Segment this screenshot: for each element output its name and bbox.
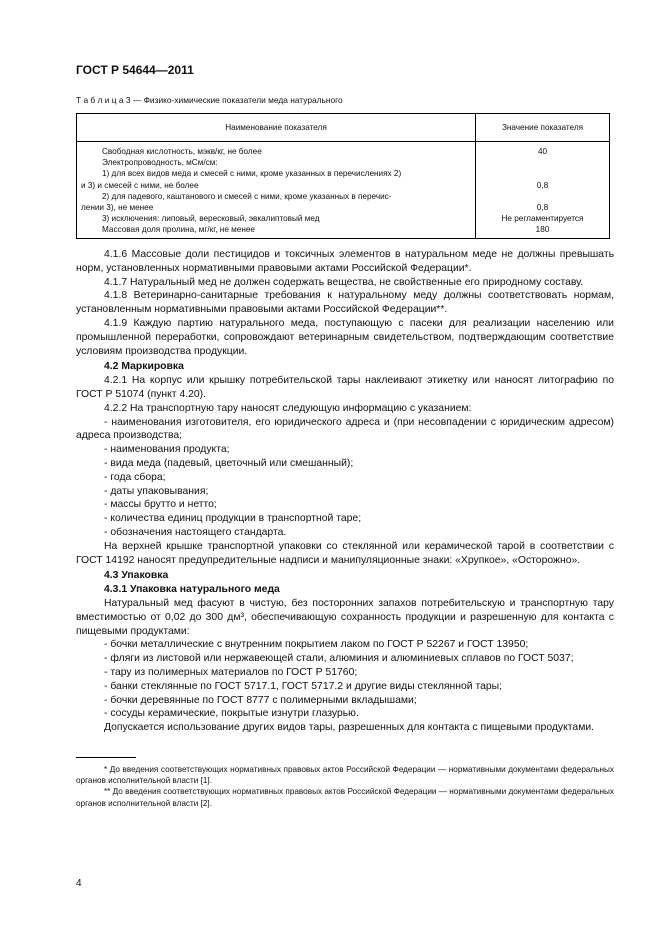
col-header-name: Наименование показателя	[77, 114, 476, 142]
table-row	[77, 213, 610, 224]
row-value: 180	[476, 224, 610, 238]
row-value: 0,8	[476, 168, 610, 190]
row-name: Массовая доля пролина, мг/кг, не менее	[102, 225, 255, 235]
footnote-2: ** До введения соответствующих нормативных правовых актов Российской Федерации — нормативными документами федеральных органов исполнительной власти [2].	[76, 787, 614, 808]
list-item: - года сбора;	[104, 471, 166, 483]
paragraph-4-2-1: 4.2.1 На корпус или крышку потребительской тары наклеивают этикетку или наносят литографию по ГОСТ Р 51074 (пункт 4.20).	[76, 375, 614, 400]
paragraph-4-1-8: 4.1.8 Ветеринарно-санитарные требования к натуральному меду должны соответствовать нормам, установленным нормативными правовыми актами Российской Федерации**.	[76, 290, 614, 316]
list-item: - банки стеклянные по ГОСТ 5717.1, ГОСТ 5717.2 и другие виды стеклянной тары;	[104, 680, 503, 692]
list-item: - бочки деревянные по ГОСТ 8777 с полимерными вкладышами;	[104, 694, 417, 706]
section-heading-4-3: 4.3 Упаковка	[104, 570, 169, 582]
footnotes	[76, 764, 614, 809]
paragraph-4-3-1: Натуральный мед фасуют в чистую, без посторонних запахов потребительскую и транспортную тару вместимостью от 0,02 до 300 дм³, обеспечивающую сохранность продукции и разрешенную для контакта с пищевыми продуктами:	[76, 597, 614, 637]
row-name: 3) исключения: липовый, вересковый, эвкалиптовый мед	[102, 214, 320, 224]
list-item: - количества единиц продукции в транспортной таре;	[104, 513, 362, 525]
paragraph-4-2-2: 4.2.2 На транспортную тару наносят следующую информацию с указанием:	[104, 402, 472, 414]
table-row	[77, 157, 610, 168]
list-item: - бочки металлические с внутренним покрытием лаком по ГОСТ Р 52267 и ГОСТ 13950;	[104, 639, 529, 651]
table-row	[77, 142, 610, 158]
list-item: - наименования изготовителя, его юридического адреса и (при несовпадении с юридическим адресом) адреса производства;	[76, 416, 614, 442]
row-value: 0,8	[476, 191, 610, 213]
row-value: Не регламентируется	[476, 213, 610, 224]
paragraph-4-2-2-note: На верхней крышке транспортной упаковки со стеклянной или керамической тарой в соответствии с ГОСТ 14192 наносят предупредительные надписи и манипуляционные знаки: «Хрупкое», «Осторожно».	[76, 540, 614, 566]
list-item: - обозначения настоящего стандарта.	[104, 526, 287, 538]
footnote-divider	[76, 757, 136, 758]
paragraph-4-1-6: 4.1.6 Массовые доли пестицидов и токсичных элементов в натуральном меде не должны превышать норм, установленных нормативными правовыми актами Российской Федерации*.	[76, 249, 614, 274]
section-heading-4-2: 4.2 Маркировка	[104, 361, 184, 373]
list-item: - наименования продукта;	[104, 444, 230, 456]
paragraph-4-3-1-note: Допускается использование других видов тары, разрешенных для контакта с пищевыми продуктами.	[104, 722, 595, 734]
physchem-table	[76, 113, 610, 239]
list-item: - сосуды керамические, покрытые изнутри глазурью.	[104, 708, 359, 720]
row-value	[476, 157, 610, 168]
list-item: - массы брутто и нетто;	[104, 499, 217, 511]
table-row	[77, 191, 610, 213]
table-row	[77, 168, 610, 190]
subsection-heading-4-3-1: 4.3.1 Упаковка натурального меда	[104, 584, 280, 596]
row-name-line1: 2) для падевого, каштанового и смесей с ними, кроме указанных в перечис-	[102, 191, 392, 201]
row-name: Электропроводность, мСм/см:	[102, 158, 218, 168]
list-item: - тару из полимерных материалов по ГОСТ Р 51760;	[104, 666, 358, 678]
row-name-line2: и 3) и смесей с ними, не более	[81, 180, 199, 190]
document-header: ГОСТ Р 54644—2011	[76, 63, 194, 77]
row-name-line2: лении 3), не менее	[81, 202, 154, 212]
row-name: Свободная кислотность, мэкв/кг, не более	[102, 147, 262, 156]
footnote-1: * До введения соответствующих нормативных правовых актов Российской Федерации — нормативными документами федеральных органов исполнительной власти [1].	[76, 765, 614, 786]
row-name-line1: 1) для всех видов меда и смесей с ними, кроме указанных в перечислениях 2)	[102, 169, 402, 179]
page-number: 4	[76, 878, 82, 889]
table-row	[77, 224, 610, 238]
col-header-value: Значение показателя	[476, 114, 610, 142]
list-item: - вида меда (падевый, цветочный или смешанный);	[104, 457, 354, 469]
body-text	[76, 248, 614, 735]
list-item: - даты упаковывания;	[104, 485, 209, 497]
row-value: 40	[476, 142, 610, 158]
paragraph-4-1-9: 4.1.9 Каждую партию натурального меда, поступающую с пасеки для реализации населению или промышленной переработки, сопровождают ветеринарным свидетельством, подтверждающим соответствие условиям производства продукции.	[76, 317, 614, 357]
list-item: - фляги из листовой или нержавеющей стали, алюминия и алюминиевых сплавов по ГОСТ 5037;	[104, 653, 574, 665]
table-caption: Т а б л и ц а 3 — Физико-химические показатели меда натурального	[76, 95, 343, 105]
paragraph-4-1-7: 4.1.7 Натуральный мед не должен содержать вещества, не свойственные его природному составу.	[104, 276, 584, 288]
table-header-row	[77, 114, 610, 142]
